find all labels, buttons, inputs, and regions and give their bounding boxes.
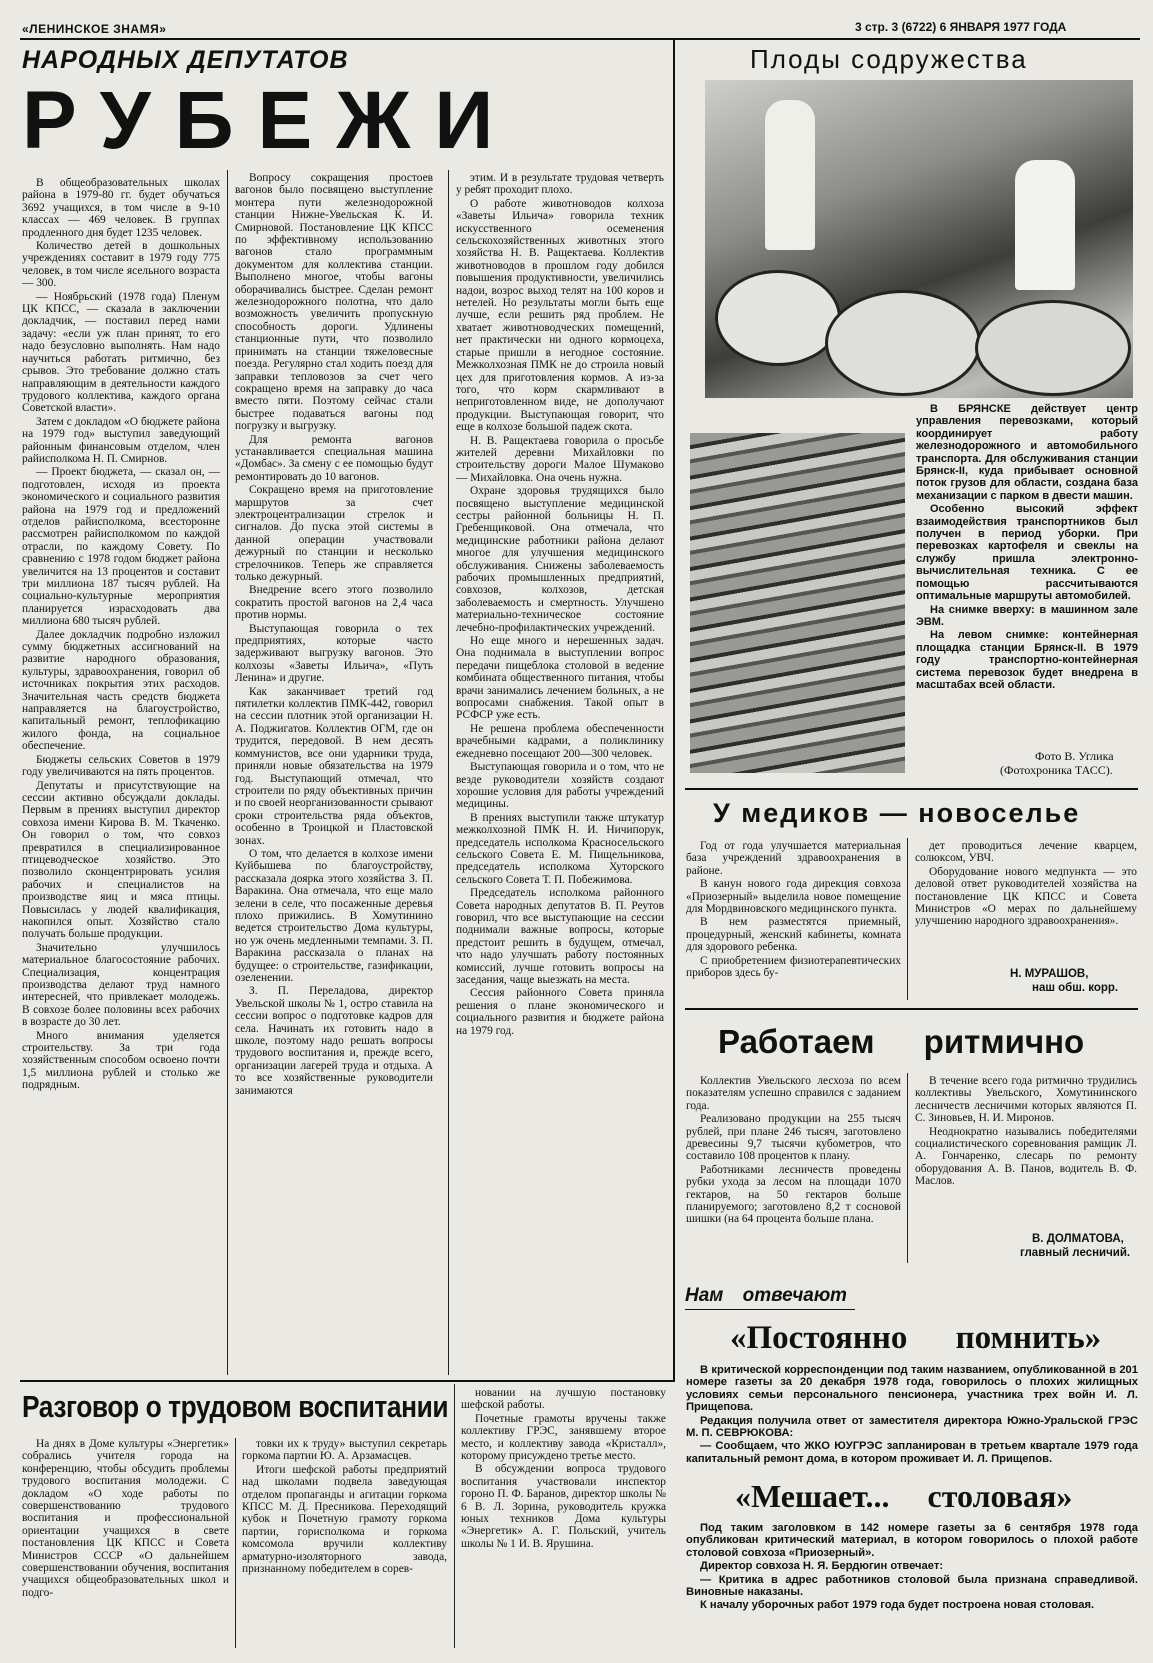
paragraph: Далее докладчик подробно изложил сумму бюджетных ассигнований на развитие народного образования, культуры, здравоохранения, говорил об источниках покрытия этих расходов. Значительная часть средств бюджета направляется на благоустройство, капитальный ремонт, теплофикацию жилого фонда, на социальное обеспечение. — [22, 628, 220, 753]
rhythm-title: Работаем ритмично — [718, 1023, 1085, 1060]
main-title: РУБЕЖИ — [22, 75, 518, 166]
paragraph: Затем с докладом «О бюджете района на 1979 год» выступил заведующий районным финансовым отделом, член райисполкома Н. П. Смирнов. — [22, 415, 220, 465]
paragraph: На снимке вверху: в машинном зале ЭВМ. — [916, 603, 1138, 628]
paragraph: Количество детей в дошкольных учреждениях составит в 1979 году 775 человек, в том числе ясельного возраста — 300. — [22, 240, 220, 290]
paragraph: Председатель исполкома районного Совета народных депутатов В. П. Реутов говорил, что все выступающие на сессии поднимали важные вопросы, которые предстоит решить в будущем, отмечал, что надо улучшать работу постоянных комиссий, лучше готовить вопросы на заседания, чаще выезжать на места. — [456, 887, 664, 986]
photo-feature-title: Плоды содружества — [750, 44, 1028, 74]
paragraph: Но еще много и нерешенных задач. Она поднимала в выступлении вопрос передачи пищеблока столовой в ведение комбината общественного питания, чтобы врачи занимались лечением больных, а не вопросами снабжения. Такой опыт в РСФСР уже есть. — [456, 635, 664, 722]
paragraph: товки их к труду» выступил секретарь горкома партии Ю. А. Арзамасцев. — [242, 1438, 447, 1463]
paragraph: Не решена проблема обеспеченности врачебными кадрами, а поликлинику ежедневно посещают 200—300 человек. — [456, 722, 664, 760]
col-divider — [454, 1384, 455, 1648]
paragraph: — Ноябрьский (1978 года) Пленум ЦК КПСС, — сказала в заключении докладчик, — поставил перед нами задачу: «если уж план принят, то его надо безусловно выполнять. Нам надо научиться работать ритмично, без срывов. Это требование должно стать направляющим в деятельности каждого трудового коллектива, каждого органа Советской власти». — [22, 290, 220, 415]
rhythm-signature: В. ДОЛМАТОВА, — [1032, 1233, 1124, 1245]
paragraph: Неоднократно назывались победителями социалистического соревнования рамщик Л. А. Гончаренко, слесарь по ремонту оборудования А. В. Панов, водитель В. Ф. Маслов. — [915, 1125, 1137, 1188]
main-col-2 — [235, 172, 433, 1375]
col-divider — [227, 170, 228, 1375]
paragraph: Выступающая говорила о тех предприятиях, которые часто задерживают выгрузку вагонов. Это колхозы «Заветы Ильича», «Путь Ленина» и другие. — [235, 622, 433, 685]
paragraph: В течение всего года ритмично трудились коллективы Увельского, Хомутининского лесничеств лесничими которых являются П. С. Зиновьев, Н. И. Миронов. — [915, 1075, 1137, 1125]
paragraph: Под таким заголовком в 142 номере газеты за 6 сентября 1978 года опубликован критический материал, в котором говорилось о плохой работе столовой совхоза «Приозерный». — [686, 1522, 1138, 1559]
paragraph: Почетные грамоты вручены также коллективу ГРЭС, занявшему второе место, и коллективу завода «Кристалл», которому присуждено третье место. — [461, 1412, 666, 1463]
labor-col-1 — [22, 1438, 229, 1648]
paragraph: Директор совхоза Н. Я. Бердюгин отвечает: — [700, 1560, 944, 1573]
answers-rubric: Нам отвечают — [685, 1285, 847, 1306]
main-kicker: НАРОДНЫХ ДЕПУТАТОВ — [22, 46, 349, 74]
photo-credit: Фото В. Углика — [1035, 749, 1114, 763]
paragraph: В канун нового года дирекция совхоза «Приозерный» выделила новое помещение для Мордвиновского медицинского пункта. — [686, 878, 901, 916]
paragraph: Охране здоровья трудящихся было посвящено выступление медицинской сестры районной больницы Н. П. Гребенщиковой. Она отмечала, что медицинские работники района делают многое для улучшения медицинского обслуживания. Снижены заболеваемость рабочих промышленных предприятий, совхозов, колхозов, детская заболеваемость и смертность. Улучшено материально-техническое состояние лечебно-профилактических учреждений. — [456, 485, 664, 634]
paragraph: Оборудование нового медпункта — это деловой ответ руководителей хозяйства на постановление ЦК КПСС и Совета Министров «О мерах по дальнейшему улучшению народного здравоохранения». — [915, 865, 1137, 928]
paragraph: новании на лучшую постановку шефской работы. — [461, 1387, 666, 1412]
rhythm-col-1 — [686, 1075, 901, 1261]
paragraph: — Сообщаем, что ЖКО ЮУГРЭС запланирован в третьем квартале 1979 года капитальный ремонт дома, в котором проживает И. Л. Прищепов. — [686, 1440, 1138, 1465]
labor-title: Разговор о трудовом воспитании — [22, 1389, 449, 1424]
paragraph: С приобретением физиотерапевтических приборов здесь бу- — [686, 954, 901, 980]
masthead-rule — [20, 38, 1140, 40]
paragraph: О том, что делается в колхозе имени Куйбышева по благоустройству, рассказала доярка этого хозяйства З. П. Варакина. Она отмечала, что еще мало зелени в селе, что посаженные деревья плохо прижились. В Хомутинино ведется строительство Дома культуры, но уж очень медленными темпами. З. П. Варакина рассказала о планах на будущее: о строительстве, газификации, озеленении. — [235, 847, 433, 984]
paragraph: Для ремонта вагонов устанавливается специальная машина «Домбас». За смену с ее помощью будут ремонтировать до 10 вагонов. — [235, 433, 433, 483]
disk-drive-shape — [825, 290, 981, 396]
paragraph: Выступающая говорила и о том, что не везде руководители хозяйств создают хорошие условия для работы учреждений медицины. — [456, 761, 664, 811]
paragraph: Н. В. Ращектаева говорила о просьбе жителей деревни Михайловки по строительству дороги Малое Шумаково — Михайловка. Она очень нужна. — [456, 434, 664, 484]
section-rule — [20, 1380, 675, 1382]
paragraph: На левом снимке: контейнерная площадка станции Брянск-II. В 1979 году транспортно-контейнерная система перевозок будет внедрена в масштабах всей области. — [916, 629, 1138, 691]
paragraph: Внедрение всего этого позволило сократить простой вагонов на 2,4 часа против нормы. — [235, 584, 433, 622]
masthead-right: 3 стр. 3 (6722) 6 ЯНВАРЯ 1977 ГОДА — [855, 20, 1067, 34]
main-frame-right — [673, 40, 675, 1380]
paragraph: Коллектив Увельского лесхоза по всем показателям успешно справился с заданием года. — [686, 1075, 901, 1112]
paragraph: На днях в Доме культуры «Энергетик» собрались учителя города на конференцию, чтобы обсудить проблемы трудового воспитания молодежи. С докладом «О ходе работы по совершенствованию трудового воспитания и профессиональной ориентации учащихся в свете постановления ЦК КПСС и Совета Министров СССР «О дальнейшем совершенствовании обучения, воспитания учащихся общеобразовательных школ и подго- — [22, 1438, 229, 1599]
paragraph: Как заканчивает третий год пятилетки коллектив ПМК-442, говорил на сессии плотник этой организации Н. А. Поджигатов. Коллектив ОГМ, где он трудится, передовой. В нем десять коммунистов, все они ударники труда, приняли новые обязательства на 1979 год. Выступающий отмечал, что строители по ряду объективных причин и по своей неорганизованности срывают сроки строительства ряда объектов, особенно в Троицкой и Пластовской зонах. — [235, 685, 433, 847]
rhythm-col-2 — [915, 1075, 1137, 1225]
paragraph: этим. И в результате трудовая четверть у ребят проходит плохо. — [456, 172, 664, 197]
operator-figure — [765, 100, 815, 250]
paragraph: Значительно улучшилось материальное благосостояние рабочих. Специализация, концентрация производства делают труд намного интересней, что привлекает молодежь. В совхозе более половины всех рабочих в возрасте до 30 лет. — [22, 941, 220, 1029]
medics-signature-role: наш обш. корр. — [1032, 982, 1119, 994]
paragraph: В БРЯНСКЕ действует центр управления перевозками, который координирует работу железнодорожного и автомобильного транспорта. Для обслуживания станции Брянск-II, куда прибывает основной поток грузов для области, создана база механизации с парком в двести машин. — [916, 403, 1138, 502]
medics-col-1 — [686, 840, 901, 1000]
rubric-rule — [685, 1309, 855, 1310]
answers-body-2 — [686, 1522, 1138, 1647]
medics-title: У медиков — новоселье — [713, 798, 1081, 828]
paragraph: В обсуждении вопроса трудового воспитания участвовали инспектор гороно П. Ф. Баранов, директор школы № 6 В. Л. Зорина, руководитель кружка юных техников Дома культуры «Энергетик» А. Г. Польский, учитель школы № 1 И. В. Ярушина. — [461, 1463, 666, 1550]
paragraph: Работниками лесничеств проведены рубки ухода за лесом на площади 1070 гектаров, на 50 гектаров больше планируемого; заготовлено 8,2 т сосновой шишки (на 64 процента больше плана. — [686, 1163, 901, 1226]
paragraph: В прениях выступили также штукатур межколхозной ПМК Н. И. Ничипорук, председатель исполкома Красносельского сельского Совета Е. М. Пищельникова, председатель исполкома Хуторского сельского Совета Т. П. Побежимова. — [456, 811, 664, 886]
col-divider — [235, 1438, 236, 1648]
container-yard-photo — [690, 433, 905, 773]
paragraph: О работе животноводов колхоза «Заветы Ильича» говорила техник искусственного осеменения сельскохозяйственных животных этого хозяйства Н. В. Ращектаева. Коллектив животноводов в прошлом году добился повышения продуктивности, увеличились надои, возрос выход телят на 100 коров и нетелей. Но результаты могли быть еще лучше, если решить ряд проблем. Не хватает животноводческих помещений, нет практически ни одного кормоцеха, старые пришли в негодное состояние. Межколхозная ПМК не до строила новый цех для приготовления кормов. А из-за того, что корм скармливают в неприготовленном виде, не дополучают продукции. Выступающая говорит, что еще в колхозе большой падеж скота. — [456, 197, 664, 434]
paragraph: дет проводиться лечение кварцем, солюксом, УВЧ. — [915, 840, 1137, 865]
photo-credit-agency: (Фотохроника ТАСС). — [1000, 763, 1113, 777]
paragraph: Особенно высокий эффект взаимодействия транспортников был получен в период уборки. При перевозках картофеля и свеклы на службу пришла электронно-вычислительная техника. С ее помощью рассчитываются оптимальные маршруты автомобилей. — [916, 503, 1138, 603]
operator-figure — [1015, 160, 1075, 290]
paragraph: Бюджеты сельских Советов в 1979 году увеличиваются на пять процентов. — [22, 753, 220, 779]
labor-col-3 — [461, 1387, 666, 1647]
paragraph: Много внимания уделяется строительству. За три года хозяйственным способом освоено почти 1,5 миллиона рублей и столько же подрядным. — [22, 1029, 220, 1092]
section-rule — [685, 788, 1138, 790]
disk-drive-shape — [715, 270, 841, 366]
rhythm-signature-role: главный лесничий. — [1020, 1247, 1131, 1259]
paragraph: Сессия районного Совета приняла решения о плане экономического и социального развития и бюджете района на 1979 год. — [456, 987, 664, 1037]
paragraph: Вопросу сокращения простоев вагонов было посвящено выступление монтера пути железнодорожной станции Нижне-Увельская К. И. Смирновой. Постановление ЦК КПСС по эффективному использованию вагонов стало программным документом для коллектива станции. Выполнено многое, чтобы вагоны оборачивались быстрее. Сделан ремонт железнодорожного полотна, что дало возможность увеличить пропускную способность дороги. Удлинены станционные пути, что позволило принимать на станции тяжеловесные поезда. Регулярно стал ходить поезд для заправки тепловозов за счет чего сокращено время на заправку до часа вместо пяти. Поэтому сейчас стали быстрее подаваться вагоны под погрузку и выгрузку. — [235, 172, 433, 433]
col-divider — [448, 170, 449, 1375]
paragraph: Депутаты и присутствующие на сессии активно обсуждали доклады. Первым в прениях выступил директор совхоза имени Кирова В. М. Ткаченко. Он говорил о том, что совхоз превратился в специализированное птицеводческое хозяйство. Это позволило сконцентрировать усилия рабочих и специалистов на производстве яиц и мяса птицы. Повысилась у людей квалификация, накопился опыт. Хозяйство стало получать больше продукции. — [22, 779, 220, 941]
paragraph: Реализовано продукции на 255 тысяч рублей, при плане 246 тысяч, заготовлено древесины 9,7 тысячи кубометров, что составило 108 процентов к плану. — [686, 1113, 901, 1163]
paragraph: В нем разместятся приемный, процедурный, женский кабинеты, комната для здорового ребенка. — [686, 916, 901, 954]
answers-title-1: «Постоянно помнить» — [730, 1320, 1102, 1356]
medics-signature: Н. МУРАШОВ, — [1010, 968, 1089, 980]
computer-room-photo — [705, 80, 1133, 398]
main-col-3 — [456, 172, 664, 1375]
paragraph: — Критика в адрес работников столовой была признана справедливой. Виновные наказаны. — [686, 1573, 1138, 1599]
disk-drive-shape — [975, 300, 1131, 396]
masthead-left: «ЛЕНИНСКОЕ ЗНАМЯ» — [22, 22, 167, 36]
answers-body-1 — [686, 1364, 1138, 1474]
section-rule — [685, 1008, 1138, 1010]
paragraph: Год от года улучшается материальная база учреждений здравоохранения в районе. — [686, 840, 901, 877]
paragraph: Сокращено время на приготовление маршрутов за счет электроцентрализации стрелок и сигналов. До пуска этой системы в данной операции участвовали дежурный по станции и несколько стрелочников. Теперь же справляется только дежурный. — [235, 484, 433, 583]
answers-title-2: «Мешает... столовая» — [735, 1478, 1073, 1514]
paragraph: — Проект бюджета, — сказал он, — подготовлен, исходя из проекта экономического и социального развития района на 1979 год и предложений отделов райисполкома, всесторонне рассмотрен райисполкомом по каждой отрасли, по каждому Совету. По сравнению с 1978 годом бюджет района увеличится на 13 процентов и составит три миллиона 187 тысяч рублей. На социально-культурные мероприятия планируется израсходовать два миллиона 680 тысяч рублей. — [22, 466, 220, 628]
paragraph: В общеобразовательных школах района в 1979-80 гг. будет обучаться 3692 учащихся, в том числе в 9-10 классах — 469 человек. В группах продленного дня будет 1235 человек. — [22, 177, 220, 239]
paragraph: Редакция получила ответ от заместителя директора Южно-Уральской ГРЭС М. П. СЕВРЮКОВА: — [686, 1414, 1138, 1440]
col-divider — [907, 838, 908, 1000]
paragraph: К началу уборочных работ 1979 года будет построена новая столовая. — [700, 1599, 1095, 1612]
paragraph: В критической корреспонденции под таким названием, опубликованной в 201 номере газеты за 20 декабря 1978 года, говорилось о плохих жилищных условиях семьи персонального пенсионера, участника трех войн И. Л. Прищепова. — [686, 1364, 1138, 1414]
medics-col-2 — [915, 840, 1137, 960]
paragraph: Итоги шефской работы предприятий над школами подвела заведующая отделом пропаганды и агитации горкома КПСС М. Д. Пресникова. Переходящий кубок и Почетную грамоту горкома партии, горисполкома и горкома комсомола вручили коллективу арматурно-изоляторного завода, признанному победителем в сорев- — [242, 1463, 447, 1576]
photo-caption — [916, 403, 1138, 743]
paragraph: З. П. Переладова, директор Увельской школы № 1, остро ставила на сессии вопрос о подготовке кадров для села. Начинать их готовить надо в школе, поэтому надо решать вопросы трудового воспитания и, прежде всего, организации лагерей труда и отдыха. А то все хозяйственные руководители занимаются — [235, 985, 433, 1097]
labor-col-2 — [242, 1438, 447, 1648]
main-col-1 — [22, 177, 220, 1374]
col-divider — [907, 1073, 908, 1263]
